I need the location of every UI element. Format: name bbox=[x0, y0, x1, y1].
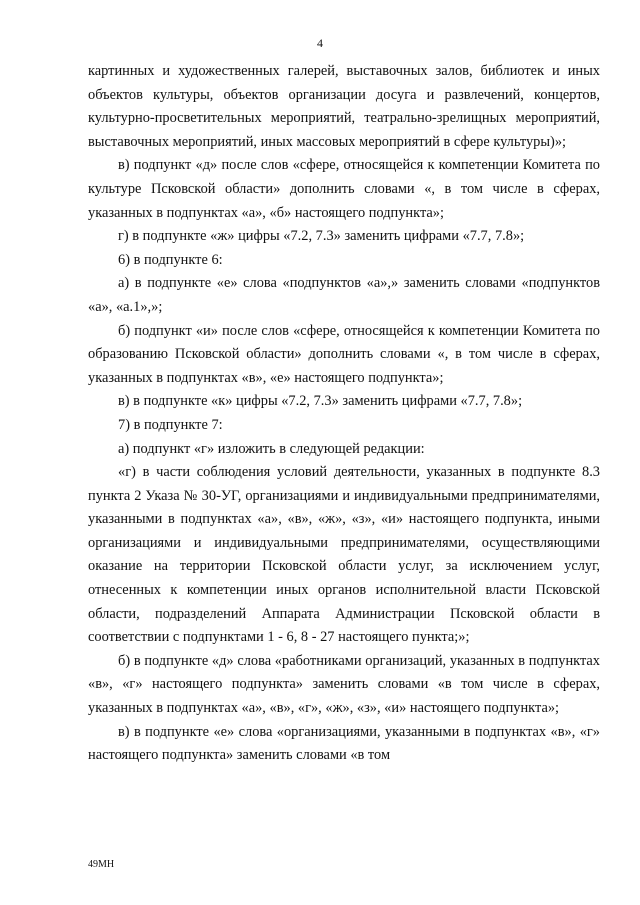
paragraph-8: 7) в подпункте 7: bbox=[118, 416, 223, 433]
paragraph-4: 6) в подпункте 6: bbox=[118, 251, 223, 268]
document-body bbox=[88, 60, 600, 768]
page-number: 4 bbox=[317, 36, 323, 50]
paragraph-3: г) в подпункте «ж» цифры «7.2, 7.3» заменить цифрами «7.7, 7.8»; bbox=[118, 228, 525, 245]
paragraph-12: в) в подпункте «е» слова «организациями, указанными в подпунктах «в», «г» настоящего подпункта» заменить словами «в том bbox=[88, 723, 600, 764]
paragraph-2: в) подпункт «д» после слов «сфере, относящейся к компетенции Комитета по культуре Псковской области» дополнить словами «, в том числе в сферах, указанных в подпунктах «а», «б» настоящего подпункта»; bbox=[88, 157, 600, 221]
document-code: 49МН bbox=[88, 859, 115, 870]
paragraph-5: а) в подпункте «е» слова «подпунктов «а»,» заменить словами «подпунктов «а», «а.1»,»; bbox=[88, 275, 600, 315]
paragraph-10: «г) в части соблюдения условий деятельности, указанных в подпункте 8.3 пункта 2 Указа № 30-УГ, организациями и индивидуальными предпринимателями, указанными в подпунктах «а», «в», «ж», «з», «и» настоящего подпункта, иными организациями и индивидуальными предпринимателями, осуществляющими оказание на территории Псковской области услуг, за исключением услуг, отнесенных к компетенции иных органов исполнительной власти Псковской области, подразделений Аппарата Администрации Псковской области в соответствии с подпунктами 1 - 6, 8 - 27 настоящего пункта;»; bbox=[88, 464, 600, 646]
paragraph-6: б) подпункт «и» после слов «сфере, относящейся к компетенции Комитета по образованию Псковской области» дополнить словами «, в том числе в сферах, указанных в подпунктах «в», «е» настоящего подпункта»; bbox=[88, 322, 600, 386]
paragraph-1: картинных и художественных галерей, выставочных залов, библиотек и иных объектов культуры, объектов организации досуга и развлечений, концертов, культурно-просветительных мероприятий, театрально-зрелищных мероприятий, выставочных мероприятий, иных массовых мероприятий в сфере культуры)»; bbox=[88, 63, 600, 150]
paragraph-11: б) в подпункте «д» слова «работниками организаций, указанных в подпунктах «в», «г» настоящего подпункта» заменить словами «в том числе в сферах, указанных в подпунктах «а», «в», «г», «ж», «з», «и» настоящего подпункта»; bbox=[88, 652, 600, 717]
paragraph-9: а) подпункт «г» изложить в следующей редакции: bbox=[118, 440, 425, 457]
paragraph-7: в) в подпункте «к» цифры «7.2, 7.3» заменить цифрами «7.7, 7.8»; bbox=[118, 393, 523, 410]
